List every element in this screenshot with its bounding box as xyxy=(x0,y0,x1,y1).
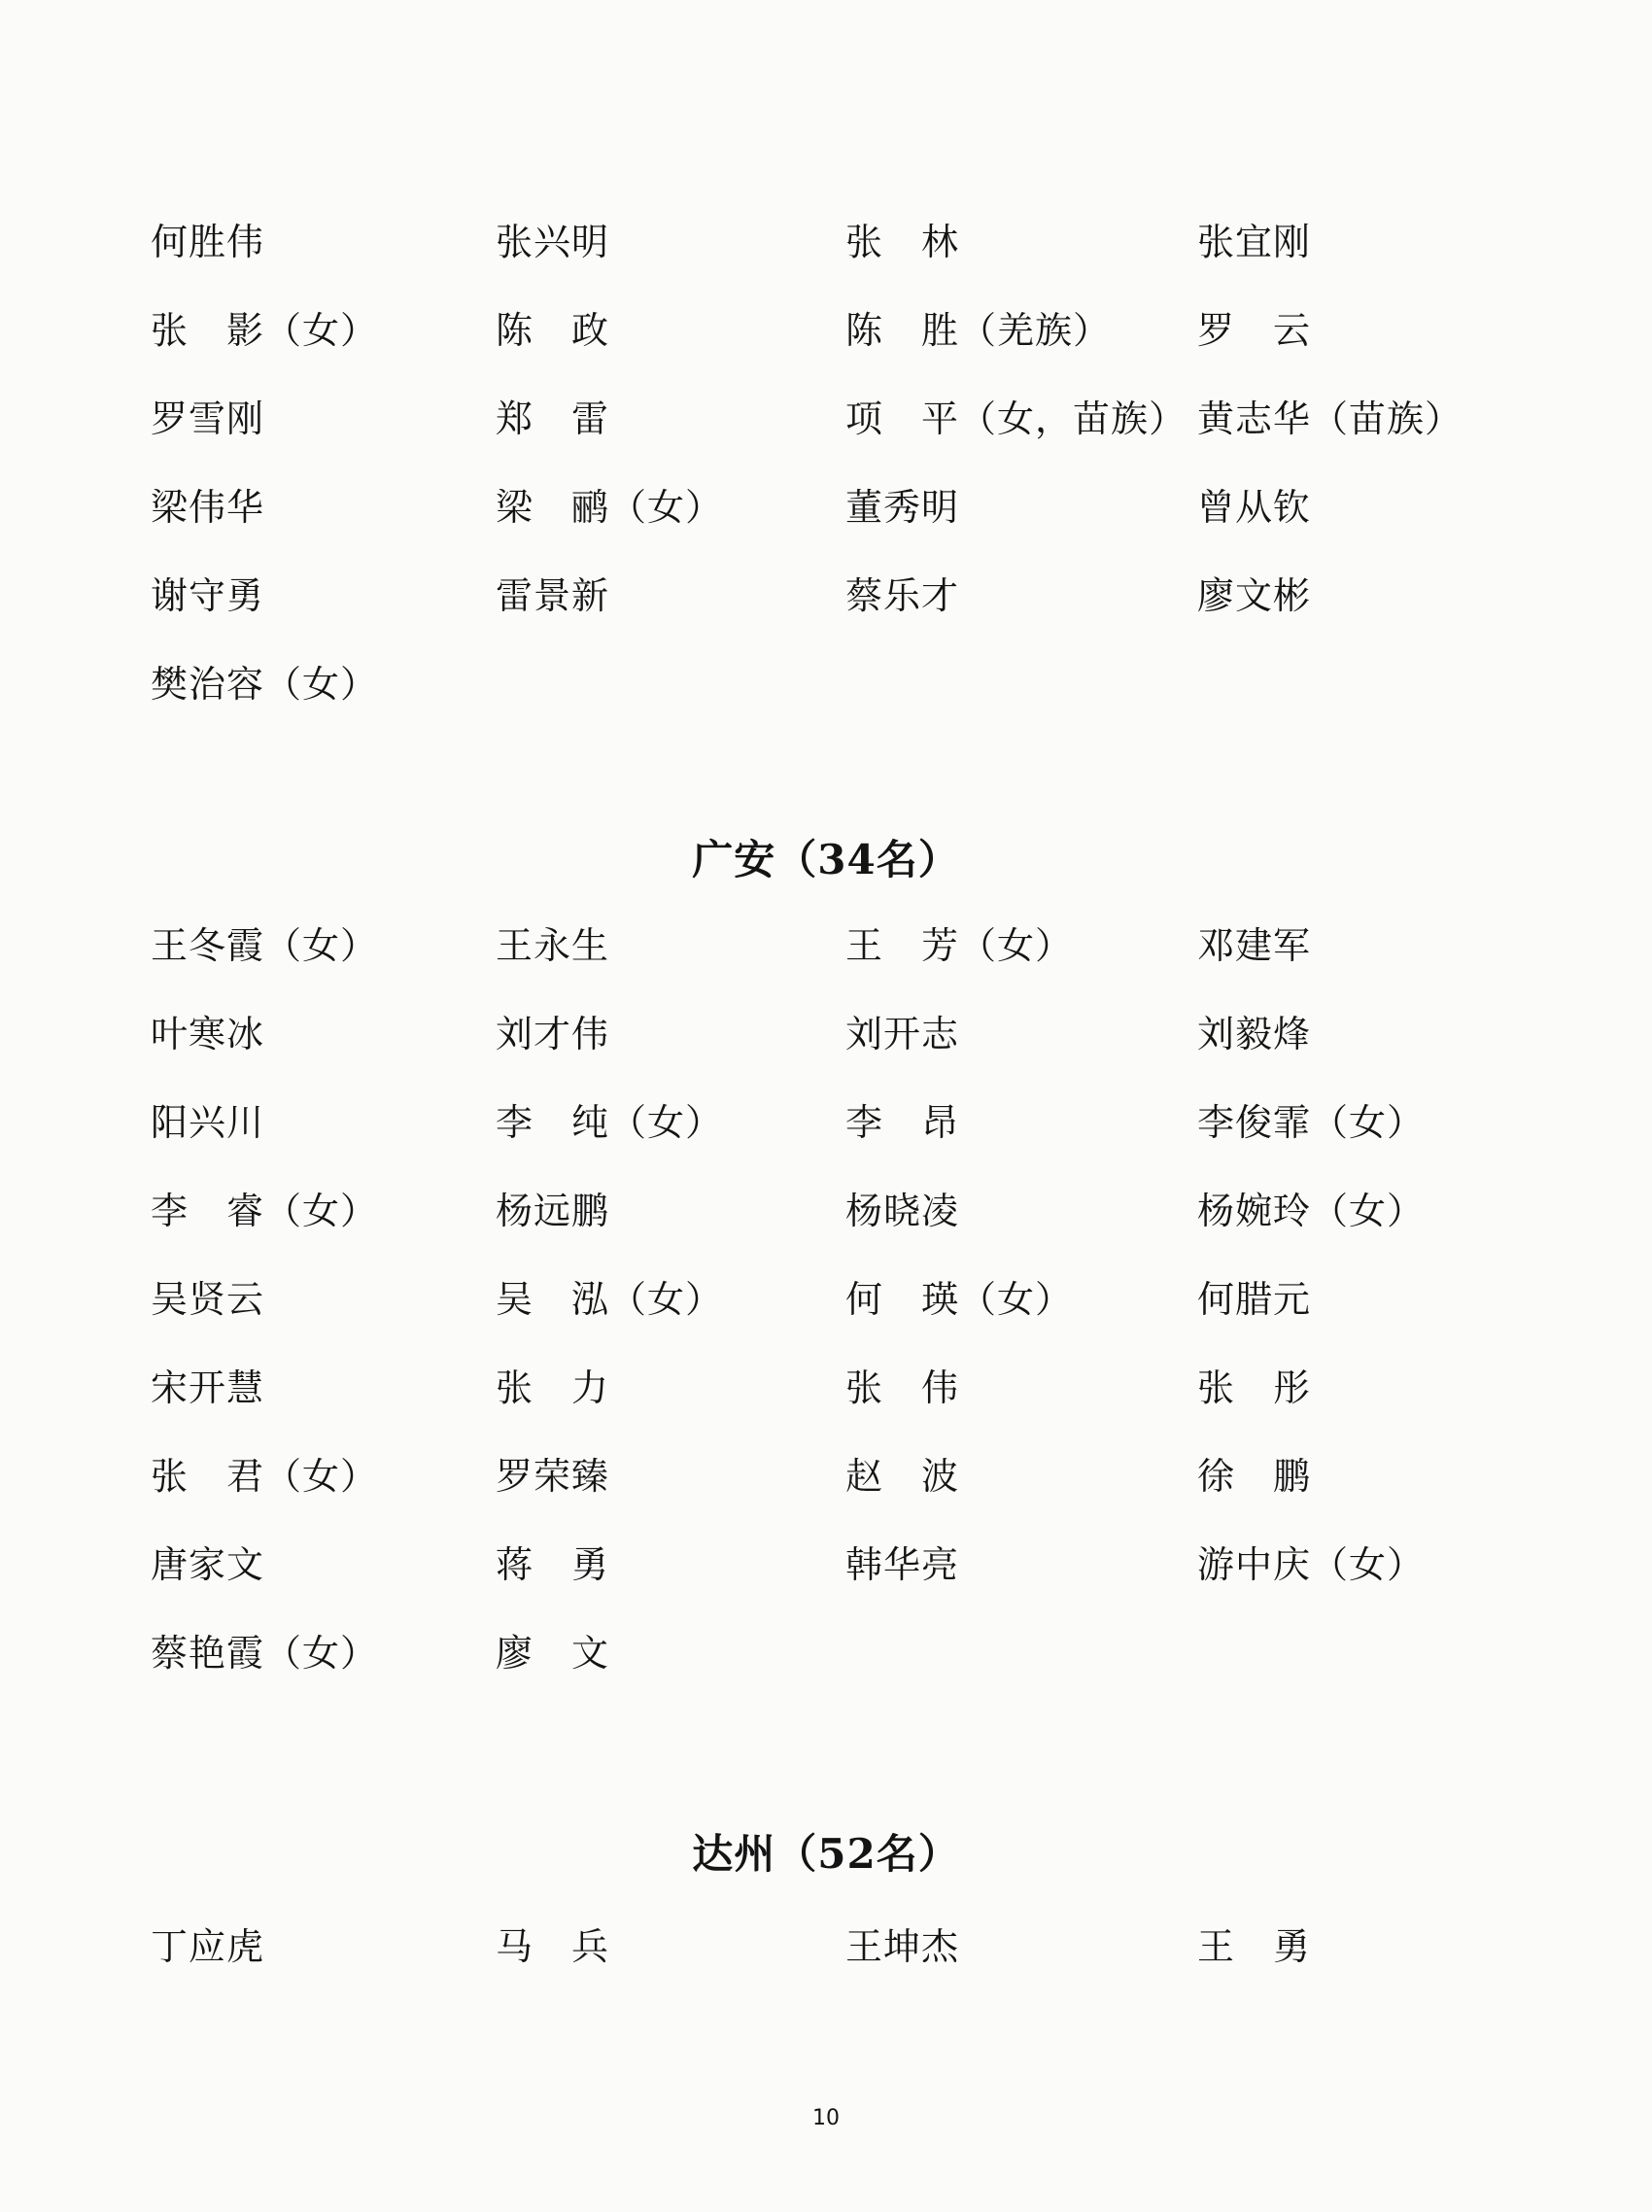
name-entry: 王冬霞（女） xyxy=(151,924,379,967)
name-entry: 刘开志 xyxy=(845,1013,960,1055)
name-entry: 游中庆（女） xyxy=(1197,1543,1426,1586)
name-list-top xyxy=(151,220,1531,750)
name-entry: 陈 胜（羌族） xyxy=(845,309,1112,352)
name-entry: 廖文彬 xyxy=(1197,574,1312,617)
name-list-dazhou xyxy=(151,1924,1531,2013)
page-number: 10 xyxy=(812,2106,840,2130)
name-entry: 刘才伟 xyxy=(496,1013,610,1055)
name-entry: 张 力 xyxy=(496,1366,610,1409)
name-entry: 何 瑛（女） xyxy=(845,1278,1074,1321)
name-entry: 张 林 xyxy=(845,221,960,263)
name-entry: 李俊霏（女） xyxy=(1197,1101,1426,1144)
name-entry: 张 影（女） xyxy=(151,309,379,352)
name-entry: 李 睿（女） xyxy=(151,1190,379,1232)
name-entry: 樊治容（女） xyxy=(151,663,379,706)
name-entry: 马 兵 xyxy=(496,1925,610,1968)
name-entry: 蔡艳霞（女） xyxy=(151,1632,379,1675)
name-entry: 梁伟华 xyxy=(151,486,265,529)
name-entry: 宋开慧 xyxy=(151,1366,265,1409)
name-entry: 何胜伟 xyxy=(151,221,265,263)
name-entry: 李 昂 xyxy=(845,1101,960,1144)
name-entry: 谢守勇 xyxy=(151,574,265,617)
section-heading-dazhou: 达州（52名） xyxy=(692,1830,960,1878)
name-entry: 张 伟 xyxy=(845,1366,960,1409)
name-entry: 杨婉玲（女） xyxy=(1197,1190,1426,1232)
name-entry: 吴 泓（女） xyxy=(496,1278,724,1321)
name-entry: 刘毅烽 xyxy=(1197,1013,1312,1055)
name-entry: 王 芳（女） xyxy=(845,924,1074,967)
name-entry: 梁 鹂（女） xyxy=(496,486,724,529)
name-entry: 陈 政 xyxy=(496,309,610,352)
name-entry: 丁应虎 xyxy=(151,1925,265,1968)
name-entry: 郑 雷 xyxy=(496,397,610,440)
name-entry: 罗 云 xyxy=(1197,309,1312,352)
name-entry: 张 彤 xyxy=(1197,1366,1312,1409)
name-entry: 项 平（女，苗族） xyxy=(845,397,1187,440)
name-entry: 王坤杰 xyxy=(845,1925,960,1968)
name-entry: 杨远鹏 xyxy=(496,1190,610,1232)
name-entry: 韩华亮 xyxy=(845,1543,960,1586)
name-entry: 张 君（女） xyxy=(151,1455,379,1498)
name-entry: 罗荣臻 xyxy=(496,1455,610,1498)
name-entry: 张兴明 xyxy=(496,221,610,263)
name-entry: 李 纯（女） xyxy=(496,1101,724,1144)
name-entry: 黄志华（苗族） xyxy=(1197,397,1463,440)
name-entry: 廖 文 xyxy=(496,1632,610,1675)
name-entry: 阳兴川 xyxy=(151,1101,265,1144)
name-entry: 张宜刚 xyxy=(1197,221,1312,263)
name-entry: 王 勇 xyxy=(1197,1925,1312,1968)
name-entry: 罗雪刚 xyxy=(151,397,265,440)
name-entry: 曾从钦 xyxy=(1197,486,1312,529)
name-entry: 赵 波 xyxy=(845,1455,960,1498)
name-entry: 徐 鹏 xyxy=(1197,1455,1312,1498)
name-entry: 雷景新 xyxy=(496,574,610,617)
name-entry: 王永生 xyxy=(496,924,610,967)
section-heading-guangan: 广安（34名） xyxy=(692,836,960,883)
name-entry: 董秀明 xyxy=(845,486,960,529)
name-entry: 吴贤云 xyxy=(151,1278,265,1321)
name-entry: 唐家文 xyxy=(151,1543,265,1586)
name-entry: 杨晓凌 xyxy=(845,1190,960,1232)
name-entry: 蔡乐才 xyxy=(845,574,960,617)
name-entry: 蒋 勇 xyxy=(496,1543,610,1586)
name-entry: 叶寒冰 xyxy=(151,1013,265,1055)
name-entry: 邓建军 xyxy=(1197,924,1312,967)
name-list-guangan xyxy=(151,923,1531,1719)
name-entry: 何腊元 xyxy=(1197,1278,1312,1321)
